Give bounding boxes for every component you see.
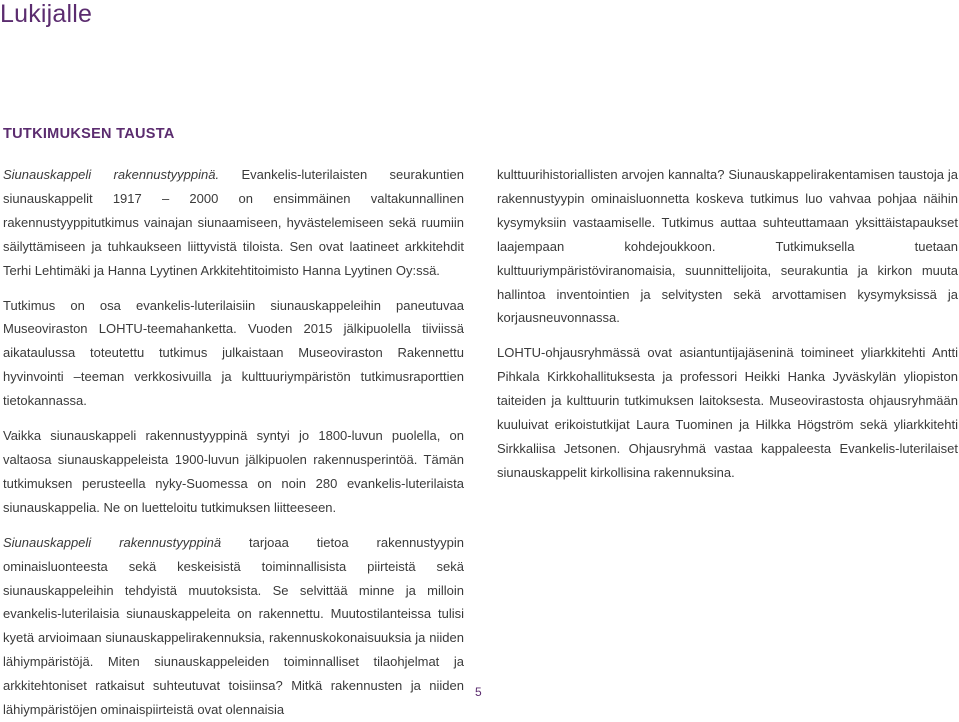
paragraph-steering-group: LOHTU-ohjausryhmässä ovat asiantuntijajäseninä toimineet yliarkkitehti Antti Pihkala Kirkkohallituksesta ja professori Heikki Hanka Jyväskylän yliopiston taiteiden ja kulttuurin tutkimuksen laitoksesta. Museovirastosta ohjausryhmään kuuluivat erikoistutkijat Laura Tuominen ja Hilkka Högström sekä yliarkkitehti Sirkkaliisa Jetsonen. Ohjausryhmä vastaa kappaleesta Evankelis-luterilaiset siunauskappelit kirkollisina rakennuksina.	[497, 345, 958, 480]
intro-text: Evankelis-luterilaisten seurakuntien siunauskappelit 1917 – 2000 on ensimmäinen valtakunnallinen rakennustyyppitutkimus vainajan siunaamiseen, hyvästelemiseen sekä ruumiin säilyttämiseen ja tuhkaukseen liittyvistä tiloista. Sen ovat laatineet arkkitehdit Terhi Lehtimäki ja Hanna Lyytinen Arkkitehtitoimisto Hanna Lyytinen Oy:ssä.	[3, 167, 464, 278]
paragraph-history: Vaikka siunauskappeli rakennustyyppinä syntyi jo 1800-luvun puolella, on valtaosa siunauskappeleista 1900-luvun jälkipuolen rakennusperintöä. Tämän tutkimuksen perusteella nyky-Suomessa on noin 280 evankelis-luterilaista siunauskappelia. Ne on luetteloitu tutkimuksen liitteeseen.	[3, 428, 464, 515]
right-column	[497, 163, 958, 485]
paragraph-lohtu: Tutkimus on osa evankelis-luterilaisiin siunauskappeleihin paneutuvaa Museoviraston LOHTU-teemahanketta. Vuoden 2015 jälkipuolella tiiviissä aikataulussa toteutettu tutkimus julkaistaan Museoviraston Rakennettu hyvinvointi –teeman verkkosivuilla ja kulttuuriympäristön tutkimusraporttien tietokannassa.	[3, 297, 464, 409]
page-title: Lukijalle	[0, 0, 93, 28]
paragraph-purpose	[3, 531, 464, 722]
page-number: 5	[475, 685, 482, 699]
paragraph-intro	[3, 163, 464, 283]
paragraph-continuation: kulttuurihistoriallisten arvojen kannalta? Siunauskappelirakentamisen taustoja ja rakennustyypin ominaisluonnetta koskeva tutkimus luo vahvaa pohjaa näihin kysymyksiin vastaamiselle. Tutkimus auttaa suhteuttamaan yksittäistapaukset laajempaan kohdejoukkoon. Tutkimuksella tuetaan kulttuuriympäristöviranomaisia, suunnittelijoita, seurakuntia ja kirkon muuta hallintoa inventointien ja selvitysten sekä arvottamisen kysymyksissä ja korjausneuvonnassa.	[497, 167, 958, 326]
section-heading: TUTKIMUKSEN TAUSTA	[3, 126, 175, 142]
purpose-italic-title: Siunauskappeli rakennustyyppinä	[3, 534, 222, 550]
intro-italic-title: Siunauskappeli rakennustyyppinä.	[3, 167, 220, 182]
purpose-text: tarjoaa tietoa rakennustyypin ominaisluonteesta sekä keskeisistä toiminnallisista piirteistä sekä siunauskappeleihin tehdyistä muutoksista. Se selvittää minne ja milloin evankelis-luterilaisia siunauskappeleita on rakennettu. Muutostilanteissa tulisi kyetä arvioimaan siunauskappelirakennuksia, rakennuskokonaisuuksia ja niiden lähiympäristöjä. Miten siunauskappeleiden toiminnalliset tilaohjelmat ja arkkitehtoniset ratkaisut suhteutuvat toisiinsa? Mitkä rakennusten ja niiden lähiympäristöjen ominaispiirteistä ovat olennaisia	[3, 534, 465, 718]
left-column	[3, 163, 464, 722]
